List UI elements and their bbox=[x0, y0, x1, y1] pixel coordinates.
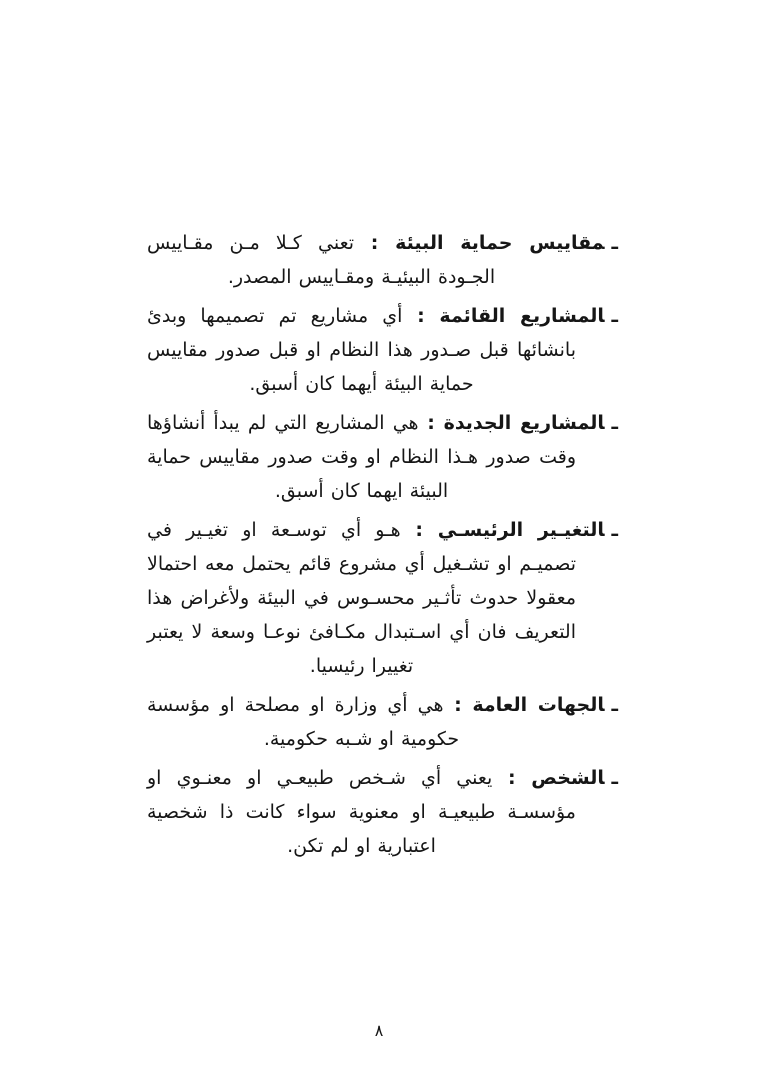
definition-term: الشخص bbox=[531, 767, 605, 789]
definition-item bbox=[147, 761, 618, 863]
definition-text: هـو أي توسـعة او تغيـير في تصميـم او تشـغيل أي مشروع قائم يحتمل معه احتمالا معقولا حدوث تأثـير محسـوس في البيئة ولأغراض هذا التعريف فان أي اسـتبدال مكـافئ نوعـا وسعة لا يعتبر تغييرا رئيسيا. bbox=[147, 519, 576, 677]
term-separator: : bbox=[492, 767, 532, 789]
page-number: ٨ bbox=[374, 1021, 384, 1040]
term-separator: : bbox=[354, 232, 396, 254]
definition-item bbox=[147, 299, 618, 401]
definition-text: أي مشاريع تم تصميمها وبدئ بانشائها قبل صـدور هذا النظام او قبل صدور مقاييس حماية البيئة أيهما كان أسبق. bbox=[147, 305, 576, 395]
definition-text: هي أي وزارة او مصلحة او مؤسسة حكومية او شـبه حكومية. bbox=[147, 694, 460, 750]
definition-item bbox=[147, 688, 618, 756]
bullet-dash: ـ bbox=[611, 694, 619, 716]
term-separator: : bbox=[443, 694, 473, 716]
definition-term: التغيـير الرئيسـي bbox=[437, 519, 605, 541]
definition-item bbox=[147, 226, 618, 294]
definitions-list bbox=[147, 226, 618, 868]
bullet-dash: ـ bbox=[611, 767, 618, 789]
definition-term: المشاريع القائمة bbox=[439, 305, 605, 327]
bullet-dash: ـ bbox=[611, 519, 618, 541]
definition-item bbox=[147, 513, 618, 683]
definition-item bbox=[147, 406, 618, 508]
bullet-dash: ـ bbox=[611, 232, 619, 254]
definition-term: المشاريع الجديدة bbox=[443, 412, 605, 434]
definition-text: تعني كـلا مـن مقـاييس الجـودة البيئيـة ومقـاييس المصدر. bbox=[147, 232, 496, 288]
definition-term: الجهات العامة bbox=[472, 694, 605, 716]
term-separator: : bbox=[402, 305, 440, 327]
term-separator: : bbox=[400, 519, 438, 541]
definition-term: مقاييس حماية البيئة bbox=[395, 232, 605, 254]
bullet-dash: ـ bbox=[611, 305, 619, 327]
definition-text: يعني أي شـخص طبيعـي او معنـوي او مؤسسـة طبيعيـة او معنوية سواء كانت ذا شخصية اعتبارية او لم تكن. bbox=[147, 767, 576, 857]
definition-text: هي المشاريع التي لم يبدأ أنشاؤها وقت صدور هـذا النظام او وقت صدور مقاييس حماية البيئة ايهما كان أسبق. bbox=[147, 412, 576, 502]
bullet-dash: ـ bbox=[611, 412, 618, 434]
term-separator: : bbox=[418, 412, 444, 434]
